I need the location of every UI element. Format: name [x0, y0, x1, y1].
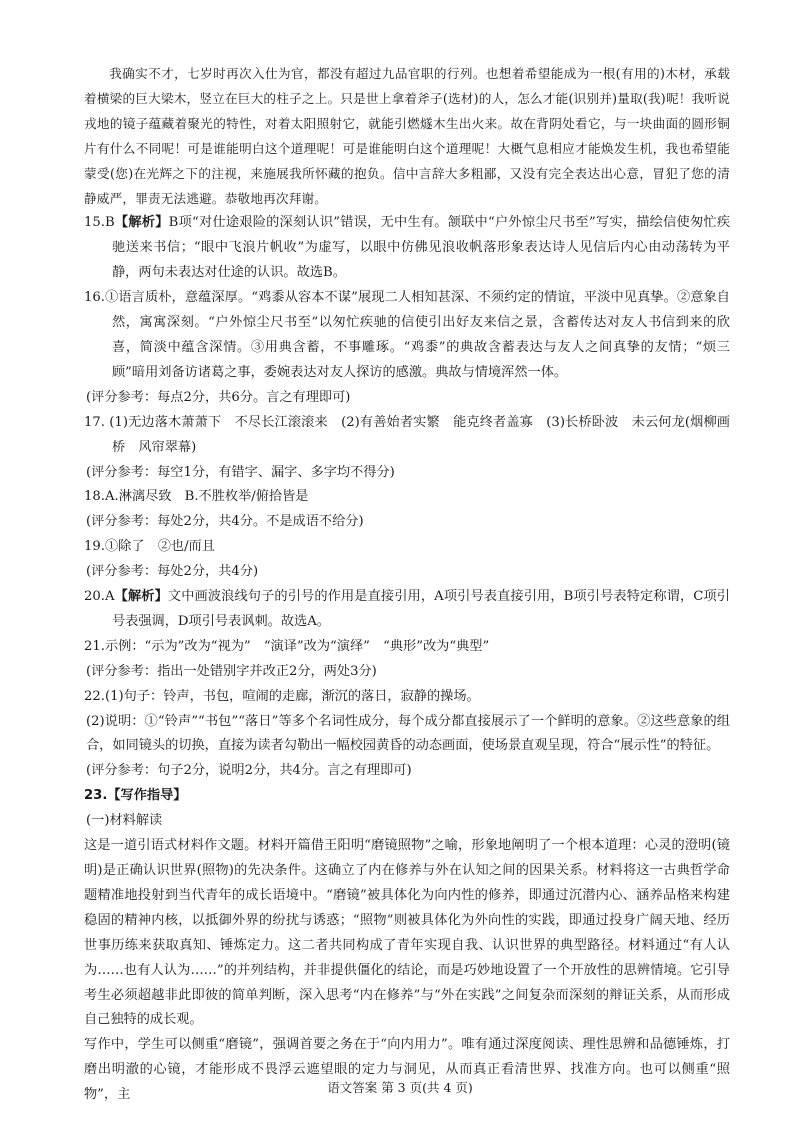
writing-guide-header: 23.【写作指导】	[84, 788, 187, 804]
writing-advice-paragraph: 写作中，学生可以侧重“磨镜”，强调首要之务在于“向内用力”。唯有通过深度阅读、理性思辨和品德锤炼，打磨出明澈的心镜，才能形成不畏浮云遮望眼的定力与洞见，从而真正看清世界、找准方向。也可以侧重“照物”，主	[84, 1037, 730, 1103]
material-analysis-paragraph: 这是一道引语式材料作文题。材料开篇借王阳明“磨镜照物”之喻，形象地阐明了一个根本道理：心灵的澄明(镜明)是正确认识世界(照物)的先决条件。这确立了内在修养与外在认知之间的因果关系。材料将这一古典哲学命题精准地投射到当代青年的成长语境中。“磨镜”被具体化为向内性的修养，即通过沉潜内心、涵养品格来构建稳固的精神内核，以抵御外界的纷扰与诱惑；“照物”则被具体化为外向性的实践，即通过投身广阔天地、经历世事历练来获取真知、锤炼定力。这二者共同构成了青年实现自我、认识世界的典型路径。材料通过“有人认为……也有人认为……”的并列结构，并非提供僵化的结论，而是巧妙地设置了一个开放性的思辨情境。它引导考生必须超越非此即彼的简单判断，深入思考“内在修养”与“外在实践”之间复杂而深刻的辩证关系，从而形成自己独特的成长观。	[84, 838, 730, 1028]
analysis-tag: 【解析】	[114, 215, 169, 231]
scoring-note-17: (评分参考：每空1分，有错字、漏字、多字均不得分)	[86, 464, 395, 480]
answer-15	[84, 211, 730, 286]
answer-21: 21.示例：“示为”改为“视为” “演译”改为“演绎” “典形”改为“典型”	[84, 638, 490, 654]
scoring-note-19: (评分参考：每处2分，共4分)	[86, 564, 259, 580]
answer-17: 17. (1)无边落木萧萧下 不尽长江滚滚来 (2)有善始者实繁 能克终者盖寡 (3)长桥卧波 未云何龙(烟柳画桥 风帘翠幕)	[84, 414, 730, 455]
answer-15-text: B项“对仕途艰险的深刻认识”错误，无中生有。颔联中“户外惊尘尺书至”写实，描绘信使匆忙疾驰送来书信；“眼中飞浪片帆收”为虚写，以眼中仿佛见浪收帆落形象表达诗人见信后内心由动荡转为平静，两句未表达对仕途的认识。故选B。	[112, 215, 731, 281]
answer-19: 19.①除了 ②也/而且	[84, 539, 215, 555]
analysis-tag: 【解析】	[114, 589, 168, 605]
scoring-note-16: (评分参考：每点2分，共6分。言之有理即可)	[86, 389, 351, 405]
answer-18: 18.A.淋漓尽致 B.不胜枚举/俯拾皆是	[84, 489, 309, 505]
answer-16: 16.①语言质朴，意蕴深厚。“鸡黍从容本不谋”展现二人相知甚深、不须约定的情谊，平淡中见真挚。②意象自然，寓寓深刻。“户外惊尘尺书至”以匆忙疾驰的信使引出好友来信之景，含蓄传达对友人书信到来的欣喜，简淡中蕴含深情。③用典含蓄，不事雕琢。“鸡黍”的典故含蓄表达与友人之间真挚的友情；“烦三顾”暗用刘备访诸葛之事，委婉表达对友人探访的感激。典故与情境浑然一体。	[84, 290, 730, 380]
scoring-note-22: (评分参考：句子2分，说明2分，共4分。言之有理即可)	[86, 763, 412, 779]
answer-content	[84, 62, 730, 1108]
answer-20	[84, 585, 730, 635]
answer-20-number: 20.A	[84, 589, 115, 605]
page-footer: 语文答案 第 3 页(共 4 页)	[327, 1080, 473, 1095]
scoring-note-18: (评分参考：每处2分，共4分。不是成语不给分)	[86, 514, 364, 530]
answer-15-number: 15.B	[84, 215, 115, 231]
material-analysis-heading: (一)材料解读	[86, 813, 163, 829]
answer-22-sentence: 22.(1)句子：铃声，书包，喧闹的走廊，渐沉的落日，寂静的操场。	[84, 688, 480, 704]
translation-paragraph: 我确实不才，七岁时再次入仕为官，都没有超过九品官职的行列。也想着希望能成为一根(有用的)木材，承载着横梁的巨大梁木，竖立在巨大的柱子之上。只是世上拿着斧子(选材)的人，怎么才能(识别并)量取(我)呢！我听说戎地的镜子蕴藏着聚光的特性，对着太阳照射它，就能引燃燧木生出火来。故在背阴处看它，与一块曲面的圆形铜片有什么不同呢！可是谁能明白这个道理呢！可是谁能明白这个道理呢！大概气息相应才能焕发生机，我也希望能蒙受(您)在光辉之下的注视，来施展我所怀藏的抱负。信中言辞大多粗鄙，又没有完全表达出心意，冒犯了您的清静威严，罪责无法逃避。恭敬地再次拜谢。	[84, 66, 730, 206]
scoring-note-21: (评分参考：指出一处错别字并改正2分，两处3分)	[86, 663, 377, 679]
answer-20-text: 文中画波浪线句子的引号的作用是直接引用，A项引号表直接引用，B项引号表特定称谓，C项引号表强调，D项引号表讽刺。故选A。	[112, 589, 730, 629]
answer-22-explanation: (2)说明：①“铃声”“书包”“落日”等多个名词性成分，每个成分都直接展示了一个鲜明的意象。②这些意象的组合，如同镜头的切换，直接为读者勾勒出一幅校园黄昏的动态画面，使场景直观呈现，符合“展示性”的特征。	[86, 713, 730, 754]
